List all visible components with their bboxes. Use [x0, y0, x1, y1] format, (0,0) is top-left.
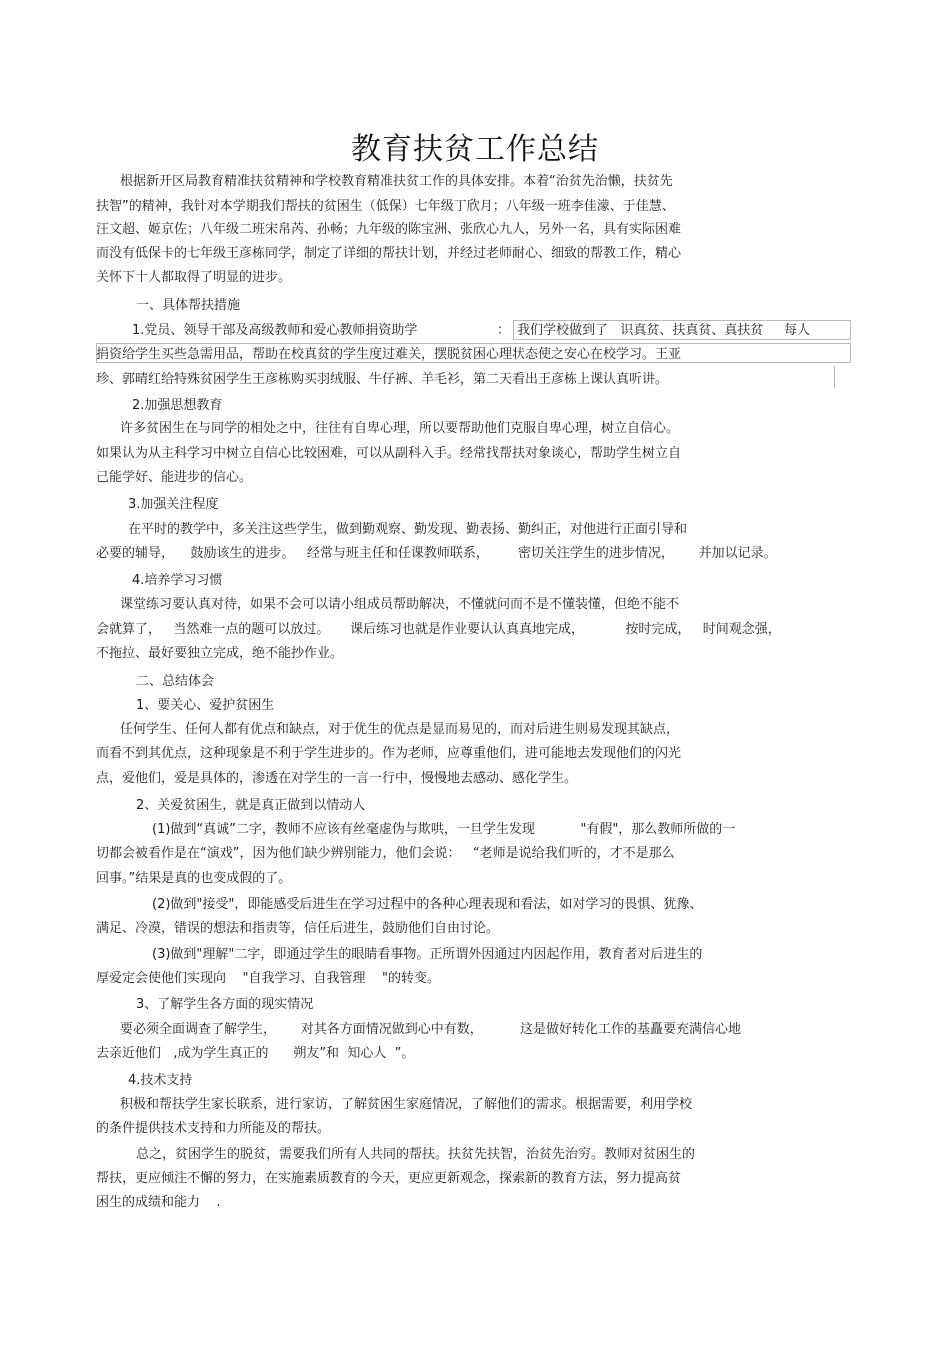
text-line: 3.加强关注程度: [128, 497, 219, 512]
text-line: 回事。”结果是真的也变成假的了。: [96, 871, 292, 886]
text-line: 而没有低保卡的七年级王彦栋同学，制定了详细的帮扶计划，并经过老师耐心、细致的帮教工作，精心: [96, 246, 682, 261]
text-line: 总之，贫困学生的脱贫，需要我们所有人共同的帮扶。扶贫先扶智，治贫先治穷。教师对贫困生的: [136, 1147, 696, 1162]
text-line: 珍、郭晴红给特殊贫困学生王彦栋购买羽绒服、牛仔裤、羊毛衫，第二天看出王彦栋上课认真听讲。: [96, 372, 669, 387]
text-line: (1)做到“真诚”二字，教师不应该有丝毫虚伪与欺哄，一旦学生发现 "有假"，那么教师所做的一: [152, 822, 736, 837]
text-line: 困生的成绩和能力 .: [96, 1195, 221, 1210]
text-line: 4.培养学习习惯: [132, 573, 223, 588]
text-line: ：: [497, 323, 511, 338]
text-line: 厚爱定会使他们实现向 "自我学习、自我管理 "的转变。: [96, 971, 441, 986]
text-line: 会就算了， 当然难一点的题可以放过。 课后练习也就是作业要认认真真地完成， 按时完成， 时间观念强，: [96, 622, 781, 637]
text-line: 汪文超、姬京佐；八年级二班宋帛芮、孙畅；九年级的陈宝洲、张欣心九人，另外一名，具有实际困难: [96, 222, 682, 237]
text-line: 不拖拉、最好要独立完成，绝不能抄作业。: [96, 646, 344, 661]
text-line: (3)做到"理解"二字，即通过学生的眼睛看事物。正所谓外因通过内因起作用，教育者对后进生的: [152, 947, 703, 962]
text-line: 满足、冷漠，错误的想法和指责等，信任后进生，鼓励他们自由讨论。: [96, 921, 500, 936]
text-line: 如果认为从主科学习中树立自信心比较困难，可以从副科入手。经常找帮扶对象谈心，帮助学生树立自: [96, 446, 682, 461]
text-line: 许多贫困生在与同学的相处之中，往往有自卑心理，所以要帮助他们克服自卑心理，树立自信心。: [120, 421, 680, 436]
text-line: 关怀下十人都取得了明显的进步。: [96, 270, 292, 285]
text-line: 要必须全面调查了解学生， 对其各方面情况做到心中有数， 这是做好转化工作的基矗要充满信心地: [120, 1022, 741, 1037]
text-line: 必要的辅导， 鼓励该生的进步。 经常与班主任和任课教师联系， 密切关注学生的进步情况， 并加以记录。: [96, 546, 777, 561]
text-line: 己能学好、能进步的信心。: [96, 470, 253, 485]
text-line: 课堂练习要认真对待，如果不会可以请小组成员帮助解决，不懂就问而不是不懂装懂，但绝不能不: [120, 597, 680, 612]
text-frame-3: [834, 366, 835, 388]
text-line: 的条件提供技术支持和力所能及的帮扶。: [96, 1121, 331, 1136]
text-line: 帮扶，更应倾注不懈的努力，在实施素质教育的今天，更应更新观念，探索新的教育方法，努力提高贫: [96, 1171, 682, 1186]
text-line: 任何学生、任何人都有优点和缺点，对于优生的优点是显而易见的，而对后进生则易发现其缺点，: [120, 722, 680, 737]
text-line: 4.技术支持: [128, 1073, 193, 1088]
text-line: 在平时的教学中，多关注这些学生，做到勤观察、勤发现、勤表扬、勤纠正，对他进行正面引导和: [128, 522, 688, 537]
text-line: 2、关爱贫困生，就是真正做到以情动人: [136, 798, 366, 813]
text-line: 二、总结体会: [136, 674, 215, 689]
text-line: 3、了解学生各方面的现实情况: [136, 997, 314, 1012]
text-line: 2.加强思想教育: [132, 398, 223, 413]
text-line: 捐资给学生买些急需用品，帮助在校真贫的学生度过难关，摆脱贫困心理状态使之安心在校学习。王亚: [96, 347, 682, 362]
text-line: 我们学校做到了 识真贫、扶真贫、真扶贫 每人: [517, 323, 811, 338]
text-line: (2)做到"接受"，即能感受后进生在学习过程中的各种心理表现和看法，如对学习的畏惧、犹豫、: [152, 897, 703, 912]
text-line: 1.党员、领导干部及高级教师和爱心教师捐资助学: [132, 323, 418, 338]
text-line: 一、具体帮扶措施: [136, 298, 241, 313]
text-line: 扶智”的精神，我针对本学期我们帮扶的贫困生（低保）七年级丁欣月；八年级一班李佳濛、于佳慧、: [96, 199, 675, 214]
document-title: 教育扶贫工作总结: [351, 132, 599, 167]
text-line: 根据新开区局教育精准扶贫精神和学校教育精准扶贫工作的具体安排。本着“治贫先治懒，扶贫先: [120, 174, 673, 189]
text-line: 点，爱他们，爱是具体的，渗透在对学生的一言一行中，慢慢地去感动、感化学生。: [96, 771, 578, 786]
text-line: 1、要关心、爱护贫困生: [136, 698, 275, 713]
text-line: 切都会被看作是在“演戏”，因为他们缺少辨别能力，他们会说： “老师是说给我们听的，才不是那么: [96, 846, 675, 861]
text-line: 积极和帮扶学生家长联系，进行家访，了解贫困生家庭情况，了解他们的需求。根据需要，利用学校: [120, 1097, 693, 1112]
text-line: 去亲近他们 ,成为学生真正的 朔友”和 知心人 ”。: [96, 1046, 415, 1061]
text-line: 而看不到其优点，这种现象是不利于学生进步的。作为老师，应尊重他们，进可能地去发现他们的闪光: [96, 746, 682, 761]
